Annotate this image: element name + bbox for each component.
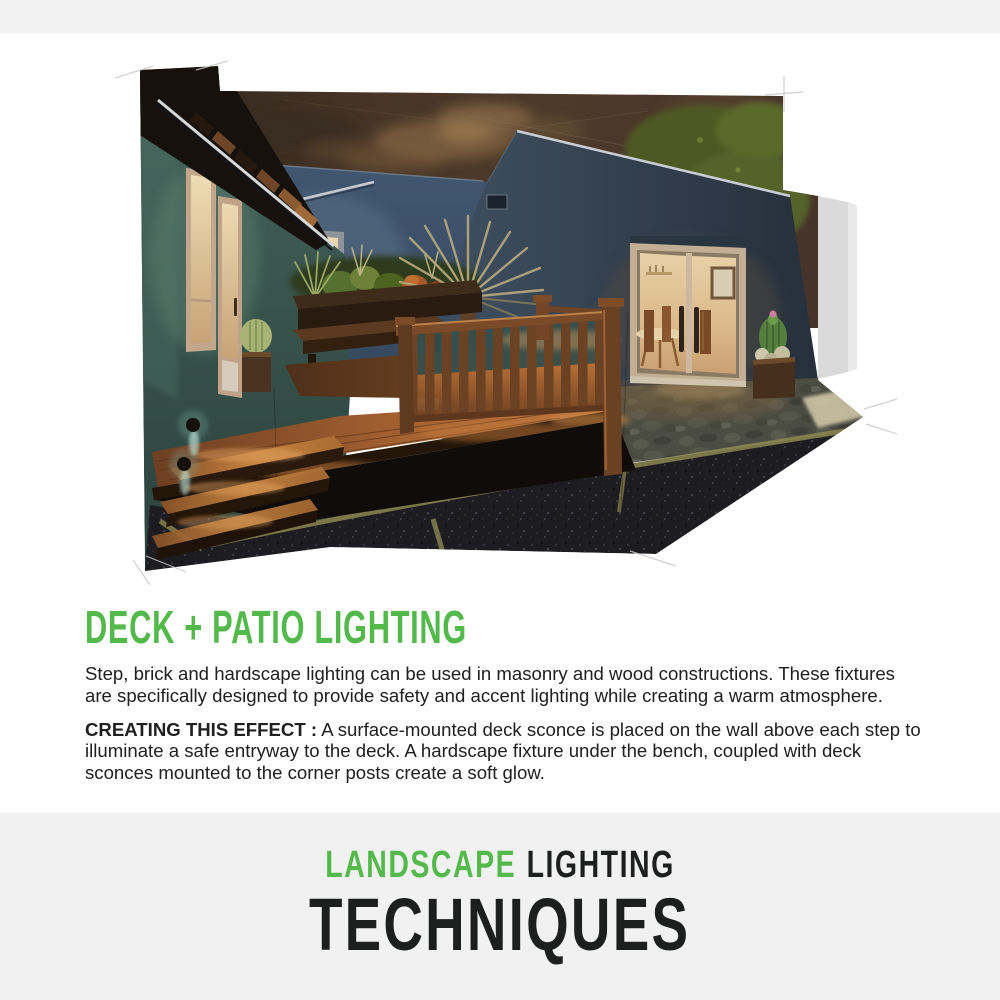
footer: [0, 813, 1000, 1000]
footer-title: [0, 883, 1000, 966]
effect-line-text: A surface-mounted deck sconce is placed on the wall above each step to: [321, 718, 921, 740]
chair: [644, 310, 654, 352]
brand-line: [0, 846, 1000, 884]
gable-vent: [487, 195, 507, 209]
effect-line: illuminate a safe entryway to the deck. A hardscape fixture under the bench, coupled with deck: [85, 740, 862, 762]
chair: [700, 310, 711, 354]
effect-paragraph: [85, 719, 941, 784]
side-panel: [818, 196, 857, 379]
cactus-flower: [770, 311, 777, 318]
cactus-pot-left: [240, 319, 272, 392]
intro-line: are specifically designed to provide safety and accent lighting while creating a warm atmosphere.: [85, 684, 883, 706]
chair: [662, 306, 671, 342]
effect-line: sconces mounted to the corner posts create a soft glow.: [85, 762, 545, 784]
patio-doors: [630, 236, 746, 387]
door-handle: [694, 307, 699, 353]
lighting-section: [85, 601, 941, 784]
page-title: DECK + PATIO LIGHTING: [85, 601, 467, 653]
sconce-icon: [186, 418, 200, 432]
dining-table: [636, 328, 684, 340]
picture-frame: [712, 268, 734, 298]
brand-lighting: LIGHTING: [526, 844, 675, 886]
sconce-icon: [177, 457, 191, 471]
door-handle: [679, 306, 684, 352]
intro-paragraph: [85, 663, 941, 707]
effect-line: [85, 719, 941, 741]
effect-label: CREATING THIS EFFECT :: [85, 718, 318, 740]
brand-landscape: LANDSCAPE: [325, 844, 517, 886]
footer-title-text: TECHNIQUES: [309, 883, 691, 966]
intro-line: Step, brick and hardscape lighting can be used in masonry and wood constructions. These fixtures: [85, 663, 895, 684]
door-handle: [234, 298, 237, 316]
